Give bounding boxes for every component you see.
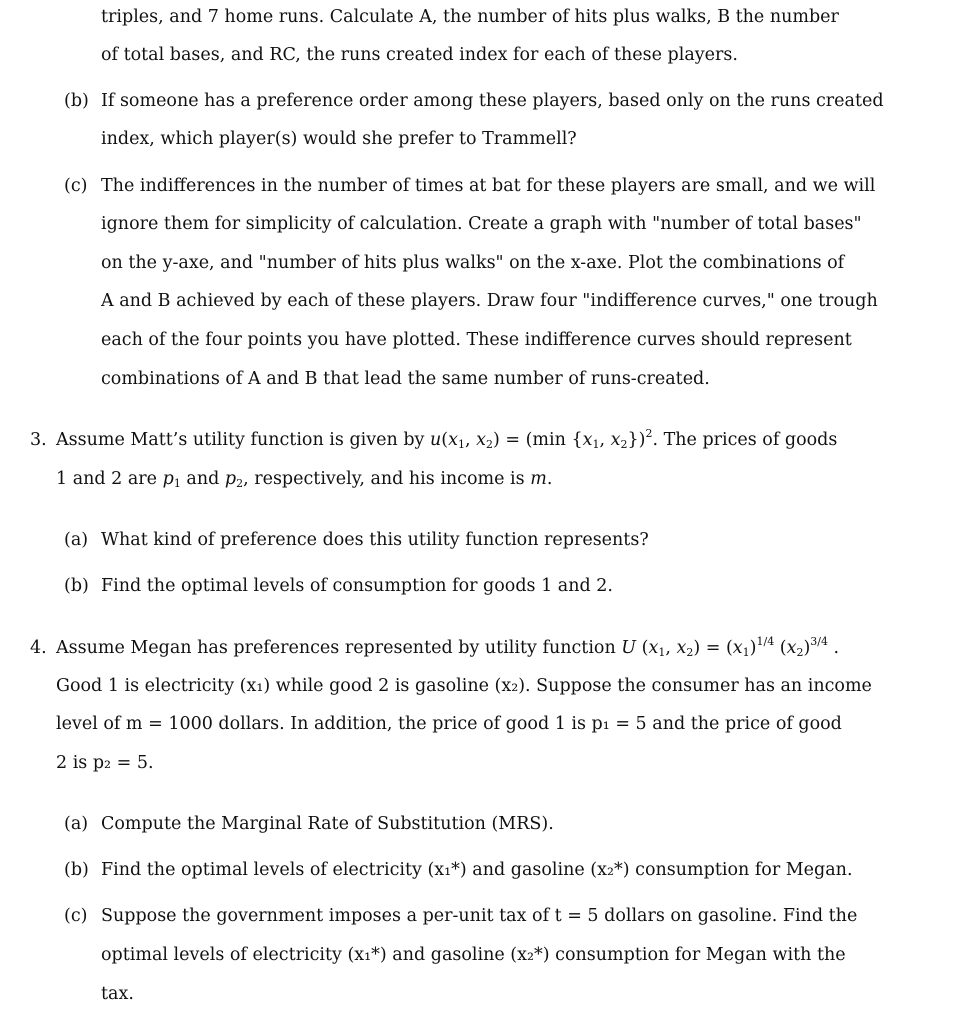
q2a-line-2: of total bases, and RC, the runs created index for each of these players. (101, 45, 738, 65)
q3-utility-formula: $u(x_1$, $x_2) = (\min$ {$x_1$, $x_2\})^2$ (429, 427, 653, 451)
q2c-label: (c) (64, 176, 88, 196)
q4b-label: (b) (64, 860, 89, 880)
q4c-line-3: tax. (101, 984, 134, 1004)
q4-line-4: 2 is p₂ = 5. (56, 753, 154, 773)
q3-line-2-end: , respectively, and his income is (243, 469, 525, 489)
q4c-line-1: Suppose the government imposes a per-unit tax of t = 5 dollars on gasoline. Find the (101, 906, 858, 926)
q2c-line-1: The indifferences in the number of times at bat for these players are small, and we will (101, 176, 876, 196)
q4b-text: Find the optimal levels of electricity (x₁*) and gasoline (x₂*) consumption for Megan. (101, 860, 853, 880)
q4a-text: Compute the Marginal Rate of Substitution (MRS). (101, 814, 554, 834)
q4c-line-2: optimal levels of electricity (x₁*) and gasoline (x₂*) consumption for Megan with the (101, 945, 846, 965)
q3b-label: (b) (64, 576, 89, 596)
q3-number: 3. (30, 430, 47, 450)
q2b-line-2: index, which player(s) would she prefer to Trammell? (101, 129, 577, 149)
q4-number: 4. (30, 638, 47, 658)
q4-line-2: Good 1 is electricity (x₁) while good 2 is gasoline (x₂). Suppose the consumer has an income (56, 676, 872, 696)
q2a-line-1: triples, and 7 home runs. Calculate A, the number of hits plus walks, B the number (101, 7, 839, 27)
q4c-label: (c) (64, 906, 88, 926)
q2c-line-4: A and B achieved by each of these players. Draw four "indifference curves," one trough (101, 291, 878, 311)
q3-line-2-text: 1 and 2 are (56, 469, 158, 489)
q3-line-1-end: . The prices of goods (652, 430, 838, 450)
q3-line-1-text: Assume Matt’s utility function is given by (56, 430, 425, 450)
q2b-line-1: If someone has a preference order among these players, based only on the runs created (101, 91, 884, 111)
q2c-line-6: combinations of A and B that lead the same number of runs-created. (101, 369, 710, 389)
q4-line-1-text: Assume Megan has preferences represented by utility function (56, 638, 616, 658)
q3b-text: Find the optimal levels of consumption for goods 1 and 2. (101, 576, 613, 596)
q2b-label: (b) (64, 91, 89, 111)
q2c-line-5: each of the four points you have plotted. These indifference curves should represent (101, 330, 852, 350)
q3a-text: What kind of preference does this utility function represents? (101, 530, 649, 550)
q3a-label: (a) (64, 530, 89, 550)
q3-line-2-and: and (186, 469, 220, 489)
q3-line-2: 1 and 2 are $p_1$ and $p_2$, respectively, and his income is m. (56, 469, 553, 490)
q3-line-1 (56, 429, 837, 451)
q2c-line-2: ignore them for simplicity of calculation. Create a graph with "number of total bases" (101, 214, 862, 234)
q2c-line-3: on the y-axe, and "number of hits plus walks" on the x-axe. Plot the combinations of (101, 253, 845, 273)
q4-line-1 (56, 637, 839, 659)
q4-utility-formula: U ($x_1$, $x_2) = (x_1)^{1/4}$ $(x_2)^{3/4}$ . (621, 635, 840, 659)
q4-line-3: level of m = 1000 dollars. In addition, the price of good 1 is p₁ = 5 and the price of good (56, 714, 842, 734)
q4a-label: (a) (64, 814, 89, 834)
